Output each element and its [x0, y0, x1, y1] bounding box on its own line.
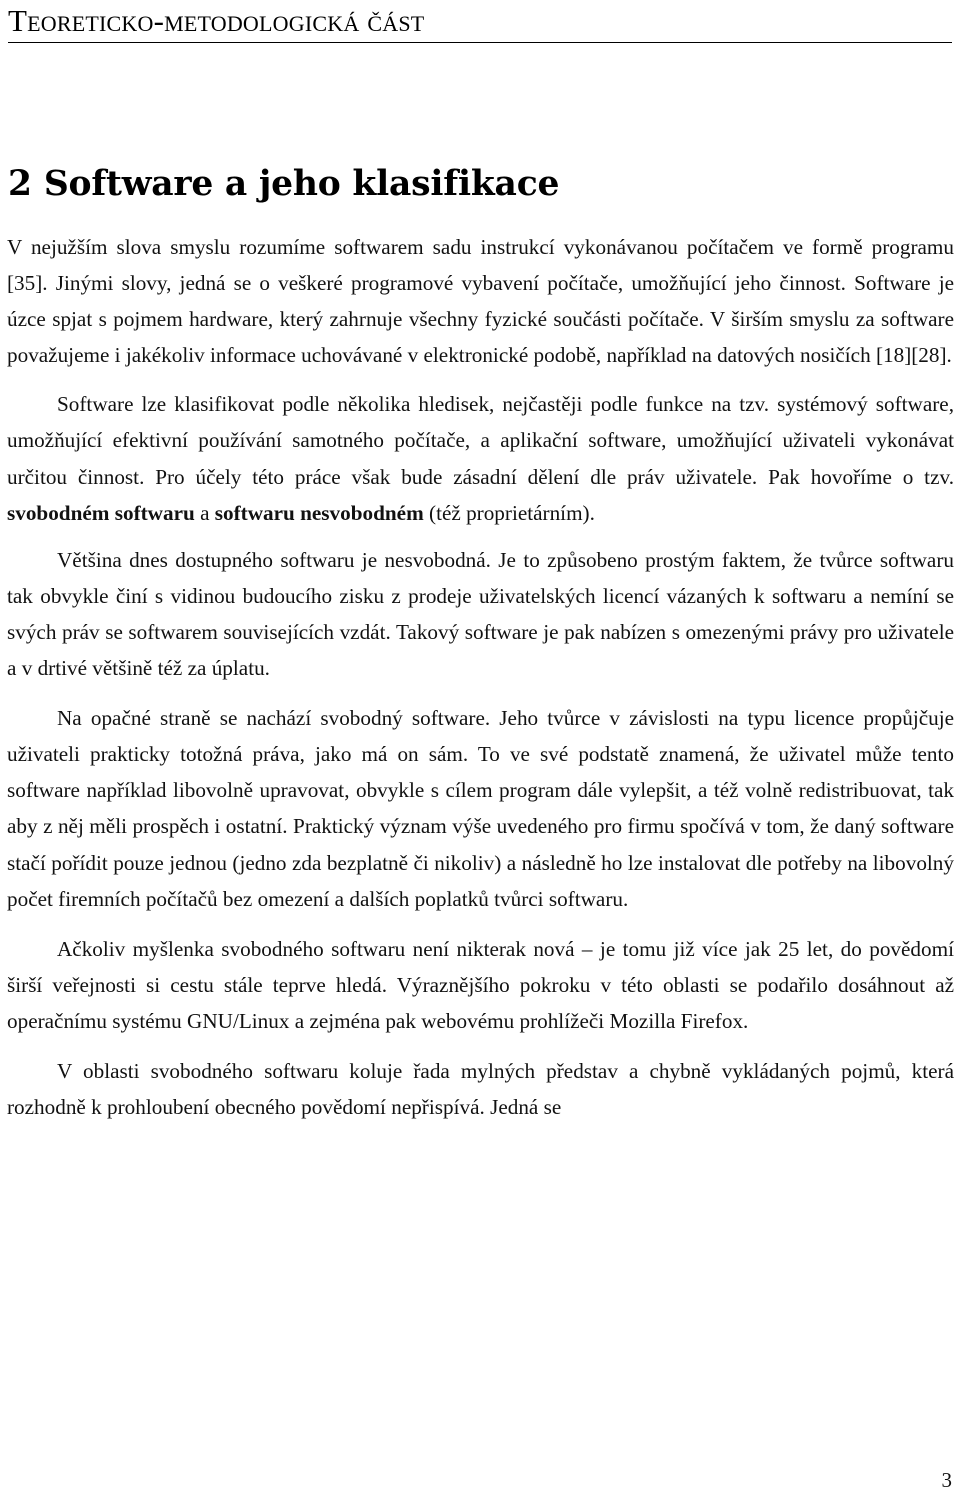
paragraph-2	[7, 386, 954, 530]
term-free-software: svobodném softwaru	[7, 500, 195, 525]
paragraph-6: V oblasti svobodného softwaru koluje řada mylných představ a chybně vykládaných pojmů, která rozhodně k prohloubení obecného povědomí nepřispívá. Jedná se	[7, 1058, 954, 1120]
paragraph-3: Většina dnes dostupného softwaru je nesvobodná. Je to způsobeno prostým faktem, že tvůrce softwaru tak obvykle činí s vidinou budoucího zisku z prodeje uživatelských licencí vázaných k softwaru a nemíní se svých práv se softwarem souvisejících vzdát. Takový software je pak nabízen s omezenými právy pro uživatele a v drtivé většině též za úplatu.	[7, 547, 954, 681]
term-nonfree-software: softwaru nesvobodném	[214, 500, 424, 525]
paragraph-5: Ačkoliv myšlenka svobodného softwaru není nikterak nová – je tomu již více jak 25 let, do povědomí širší veřejnosti si cestu stále teprve hledá. Výraznějšího pokroku v této oblasti se podařilo dosáhnout až operačnímu systému GNU/Linux a zejména pak webovému prohlížeči Mozilla Firefox.	[7, 936, 954, 1033]
paragraph-2-text-before: Software lze klasifikovat podle několika hledisek, nejčastěji podle funkce na tzv. systémový software, umožňující efektivní používání samotného počítače, a aplikační software, umožňující uživateli vykonávat určitou činnost. Pro účely této práce však bude zásadní dělení dle práv uživatele. Pak hovoříme o tzv.	[7, 392, 954, 489]
page-number: 3	[941, 1468, 952, 1492]
chapter-title-text: Software a jeho klasifikace	[43, 164, 560, 204]
chapter-number: 2	[8, 164, 32, 204]
chapter-title	[8, 162, 559, 206]
paragraph-2-text-middle: a	[194, 500, 215, 525]
paragraph-4: Na opačné straně se nachází svobodný software. Jeho tvůrce v závislosti na typu licence propůjčuje uživateli prakticky totožná práva, jako má on sám. To ve své podstatě znamená, že uživatel může tento software například libovolně upravovat, obvykle s cílem program dále vylepšit, a též volně redistribuovat, tak aby z něj měli prospěch i ostatní. Praktický význam výše uvedeného pro firmu spočívá v tom, že daný software stačí pořídit pouze jednou (jedno zda bezplatně či nikoliv) a následně ho lze instalovat dle potřeby na libovolný počet firemních počítačů bez omezení a dalších poplatků tvůrci softwaru.	[7, 706, 954, 911]
running-header: Teoreticko-metodologická část	[8, 4, 952, 43]
paragraph-1: V nejužším slova smyslu rozumíme softwarem sadu instrukcí vykonávanou počítačem ve formě programu [35]. Jinými slovy, jedná se o veškeré programové vybavení počítače, umožňující jeho činnost. Software je úzce spjat s pojmem hardware, který zahrnuje všechny fyzické součásti počítače. V širším smyslu za software považujeme i jakékoliv informace uchovávané v elektronické podobě, například na datových nosičích [18][28].	[7, 235, 954, 368]
paragraph-2-text-after: (též proprietárním).	[423, 500, 595, 525]
body-text	[7, 229, 954, 1125]
